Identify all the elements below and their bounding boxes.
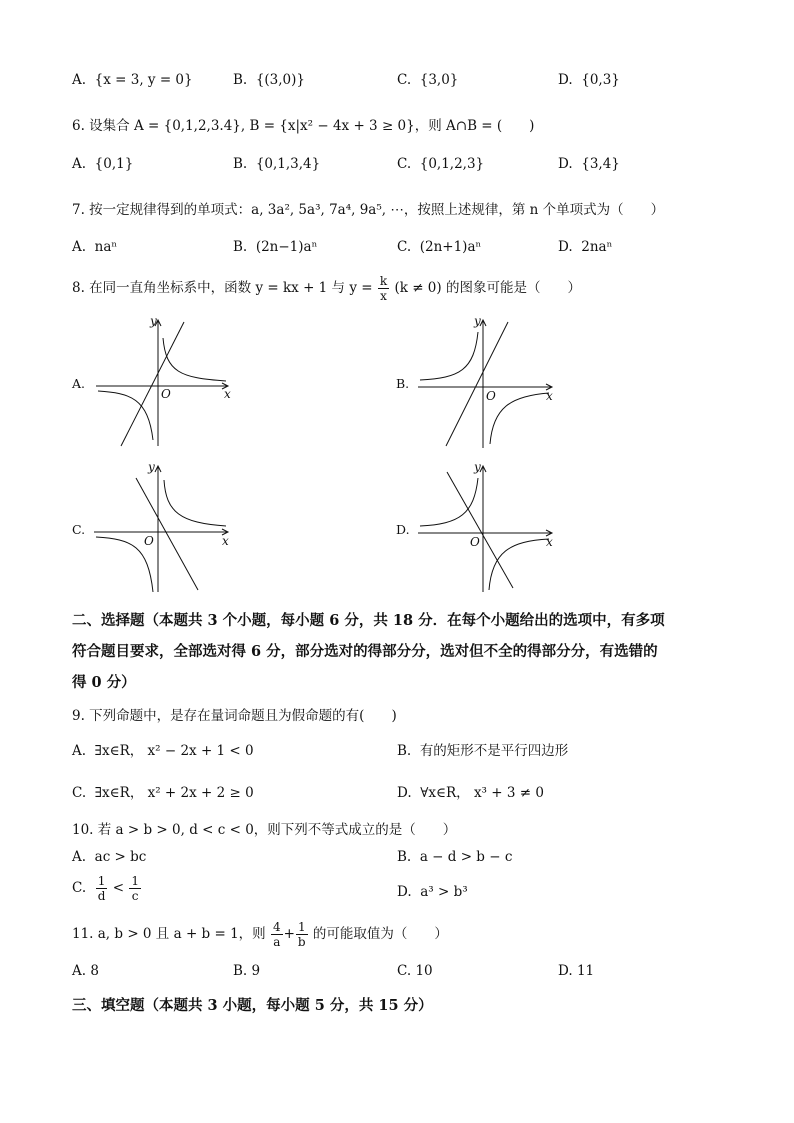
- q11-frac2: $\frac{1}{b}$: [297, 920, 306, 949]
- q11-stem: [72, 920, 448, 949]
- section2-line2: 符合题目要求，全部选对得 6 分，部分选对的得部分分，选对但不全的得部分分，有选错的: [72, 643, 658, 660]
- q8-stem-prefix: 8. 在同一直角坐标系中，函数 y = kx + 1 与 y =: [72, 280, 373, 296]
- q7-option-b: B. (2n−1)aⁿ: [233, 239, 318, 255]
- q7-stem: 7. 按一定规律得到的单项式：a, 3a², 5a³, 7a⁴, 9a⁵, ⋯，按照上述规律，第 n 个单项式为（ ）: [72, 202, 665, 218]
- q6-option-d: D. {3,4}: [558, 156, 620, 172]
- q11-option-c: C. 10: [397, 963, 433, 979]
- q11-plus: +: [283, 926, 295, 942]
- section2-line3: 得 0 分）: [72, 674, 136, 691]
- q8-frac-num: k: [379, 274, 388, 288]
- q5-option-a: A. {x = 3, y = 0}: [72, 72, 193, 88]
- graph-b-label: B.: [396, 376, 410, 391]
- graph-b-origin: O: [486, 389, 496, 403]
- q11-option-b: B. 9: [233, 963, 261, 979]
- graph-d-hyperbola-left: [420, 478, 478, 526]
- q8-frac-den: x: [380, 289, 387, 303]
- q5-option-d: D. {0,3}: [558, 72, 620, 88]
- q5-option-b: B. {(3,0)}: [233, 72, 305, 88]
- q6-option-b: B. {0,1,3,4}: [233, 156, 321, 172]
- q10-c-frac2: $\frac{1}{c}$: [131, 874, 139, 903]
- q6-option-c: C. {0,1,2,3}: [397, 156, 485, 172]
- graph-d-label: D.: [396, 522, 410, 537]
- graph-c-origin: O: [144, 534, 154, 548]
- q11-stem-prefix: 11. a, b > 0 且 a + b = 1，则: [72, 926, 266, 942]
- graph-a-origin: O: [161, 387, 171, 401]
- q7-option-d: D. 2naⁿ: [558, 239, 613, 255]
- graph-d-y-label: y: [474, 460, 481, 474]
- q8-stem-suffix: (k ≠ 0) 的图象可能是（ ）: [394, 280, 581, 296]
- graph-c-label: C.: [72, 522, 86, 537]
- graph-d-origin: O: [470, 535, 480, 549]
- q11-option-a: A. 8: [72, 963, 99, 979]
- q7-option-a: A. naⁿ: [72, 239, 118, 255]
- graph-d-hyperbola-right: [489, 539, 549, 590]
- graph-d-x-label: x: [546, 535, 553, 549]
- q9-option-c: C. ∃x∈R， x² + 2x + 2 ≥ 0: [72, 785, 254, 801]
- graph-d-line: [447, 472, 513, 588]
- graph-b-x-label: x: [546, 389, 553, 403]
- q6-option-a: A. {0,1}: [72, 156, 134, 172]
- q9-option-a: A. ∃x∈R， x² − 2x + 1 < 0: [72, 743, 254, 759]
- graph-b-y-label: y: [474, 314, 481, 328]
- graph-a-label: A.: [72, 376, 86, 391]
- q11-stem-suffix: 的可能取值为（ ）: [312, 926, 448, 942]
- q10-option-a: A. ac > bc: [72, 849, 147, 865]
- graph-c-x-label: x: [222, 534, 229, 548]
- graph-c-y-label: y: [148, 460, 155, 474]
- q11-option-d: D. 11: [558, 963, 595, 979]
- graph-a-y-label: y: [150, 314, 157, 328]
- q9-stem: 9. 下列命题中，是存在量词命题且为假命题的有( ): [72, 708, 397, 724]
- q9-option-d: D. ∀x∈R， x³ + 3 ≠ 0: [397, 785, 544, 801]
- q5-option-c: C. {3,0}: [397, 72, 459, 88]
- q6-stem: 6. 设集合 A = {0,1,2,3.4}, B = {x|x² − 4x + 3 ≥ 0}，则 A∩B = ( ): [72, 118, 535, 134]
- q10-stem: 10. 若 a > b > 0, d < c < 0，则下列不等式成立的是（ ）: [72, 822, 457, 838]
- section2-line1: 二、选择题（本题共 3 个小题，每小题 6 分，共 18 分．在每个小题给出的选项中，有多项: [72, 612, 665, 629]
- q11-frac1: $\frac{4}{a}$: [272, 920, 281, 949]
- graph-a-x-label: x: [224, 387, 231, 401]
- q10-option-c: C. $\frac{1}{d}$ < $\frac{1}{c}$: [72, 874, 139, 903]
- section3-title: 三、填空题（本题共 3 小题，每小题 5 分，共 15 分）: [72, 997, 433, 1014]
- q7-option-c: C. (2n+1)aⁿ: [397, 239, 482, 255]
- q9-option-b: B. 有的矩形不是平行四边形: [397, 743, 569, 759]
- q10-c-frac1: $\frac{1}{d}$: [97, 874, 106, 903]
- q10-option-d: D. a³ > b³: [397, 884, 468, 900]
- q10-option-b: B. a − d > b − c: [397, 849, 513, 865]
